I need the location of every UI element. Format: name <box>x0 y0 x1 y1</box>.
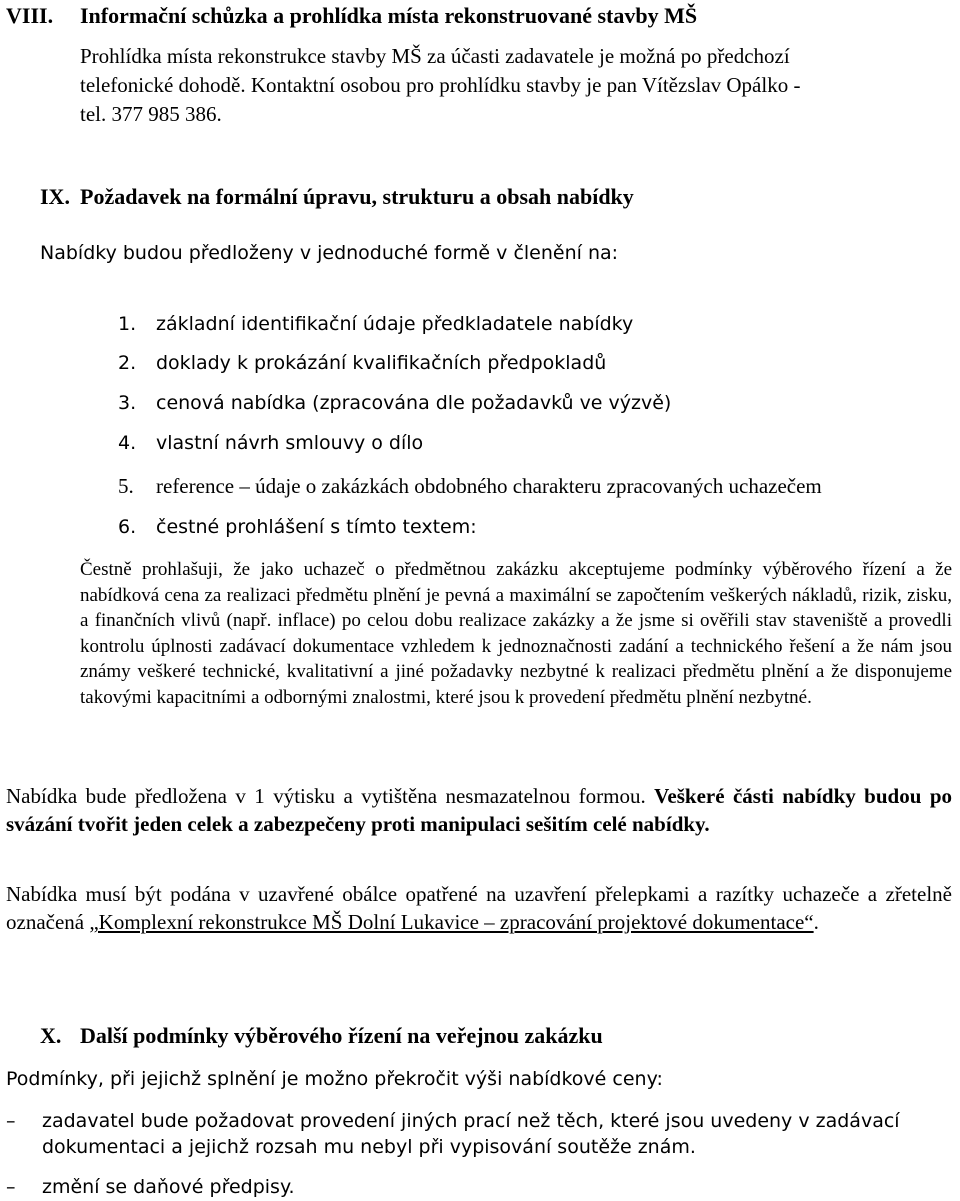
declaration-text: Čestně prohlašuji, že jako uchazeč o předmětnou zakázku akceptujeme podmínky výběrového řízení a že nabídková cena za realizaci předmětu plnění je pevná a maximální se započtením veškerých nákladů, rizik, zisku, a finančních vlivů (např. inflace) po celou dobu realizace zakázky a že jsme si ověřili stav staveniště a provedli kontrolu úplnosti zadávací dokumentace vzhledem k jednoznačnosti zadání a technického řešení a že nám jsou známy veškeré technické, kvalitativní a jiné požadavky nezbytné k realizaci předmětu plnění a že disponujeme takovými kapacitními a odbornými znalostmi, které jsou k provedení předmětu plnění nezbytné. <box>80 559 952 708</box>
section-viii-line-2: telefonické dohodě. Kontaktní osobou pro prohlídku stavby je pan Vítězslav Opálko - <box>80 73 801 97</box>
list-item-number: 5. <box>118 474 134 498</box>
list-item: doklady k prokázání kvalifikačních předpokladů <box>156 352 607 374</box>
submission-bold: Veškeré části nabídky budou po svázání tvořit jeden celek a zabezpečeny proti manipulaci sešitím celé nabídky. <box>6 784 952 836</box>
section-ix-title: Požadavek na formální úpravu, strukturu a obsah nabídky <box>80 184 634 209</box>
list-item: čestné prohlášení s tímto textem: <box>156 516 477 538</box>
section-x-intro: Podmínky, při jejichž splnění je možno překročit výši nabídkové ceny: <box>6 1068 663 1090</box>
section-viii-number: VIII. <box>6 3 54 28</box>
envelope-paragraph <box>6 880 952 936</box>
submission-plain: Nabídka bude předložena v 1 výtisku a vytištěna nesmazatelnou formou. <box>6 784 655 808</box>
list-item: cenová nabídka (zpracována dle požadavků ve výzvě) <box>156 392 672 414</box>
envelope-plain: Nabídka musí být podána v uzavřené obálce opatřené na uzavření přelepkami a razítky uchazeče a zřetelně označená <box>6 882 952 934</box>
section-viii-line-1: Prohlídka místa rekonstrukce stavby MŠ za účasti zadavatele je možná po předchozí <box>80 44 790 68</box>
list-item: základní identifikační údaje předkladatele nabídky <box>156 313 634 335</box>
list-item <box>6 1174 952 1200</box>
section-ix-intro: Nabídky budou předloženy v jednoduché formě v členění na: <box>40 242 619 264</box>
list-item-number: 1. <box>118 313 137 335</box>
list-item: reference – údaje o zakázkách obdobného charakteru zpracovaných uchazečem <box>156 474 822 498</box>
list-item-number: 6. <box>118 516 137 538</box>
dash-marker: – <box>6 1176 16 1198</box>
list-item-number: 4. <box>118 432 137 454</box>
section-ix-number: IX. <box>40 184 70 209</box>
section-x-number: X. <box>40 1023 62 1048</box>
section-viii-title: Informační schůzka a prohlídka místa rekonstruované stavby MŠ <box>80 3 698 28</box>
submission-paragraph <box>6 782 952 838</box>
list-item-number: 2. <box>118 352 137 374</box>
envelope-end: . <box>813 910 819 934</box>
envelope-label: „Komplexní rekonstrukce MŠ Dolní Lukavice – zpracování projektové dokumentace“ <box>89 910 814 934</box>
list-item <box>6 1108 952 1162</box>
list-item: vlastní návrh smlouvy o dílo <box>156 432 424 454</box>
bullet-text: zadavatel bude požadovat provedení jiných prací než těch, které jsou uvedeny v zadávací dokumentaci a jejichž rozsah mu nebyl při vypisování soutěže znám. <box>42 1110 900 1158</box>
bullet-text: změní se daňové předpisy. <box>42 1176 295 1198</box>
section-x-title: Další podmínky výběrového řízení na veřejnou zakázku <box>80 1023 603 1048</box>
dash-marker: – <box>6 1110 16 1132</box>
section-viii-line-3: tel. 377 985 386. <box>80 102 222 126</box>
list-item-number: 3. <box>118 392 137 414</box>
